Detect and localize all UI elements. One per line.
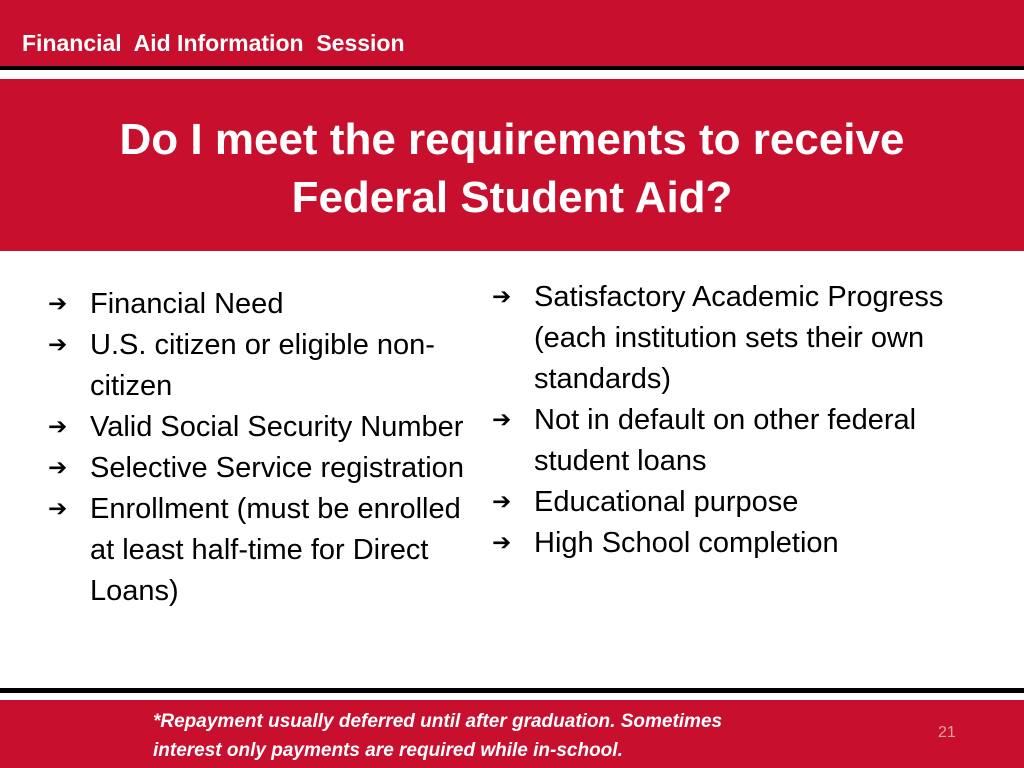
bullet-text: U.S. citizen or eligible non-citizen (90, 329, 435, 402)
right-arrow-icon: ➔ (492, 489, 512, 515)
header-divider-white (0, 70, 1024, 79)
right-arrow-icon: ➔ (48, 291, 68, 317)
footer-divider-white (0, 693, 1024, 700)
right-arrow-icon: ➔ (48, 496, 68, 522)
right-arrow-icon: ➔ (48, 332, 68, 358)
bullet-item (48, 489, 485, 612)
bullet-item (48, 448, 498, 489)
bullet-item (492, 482, 1012, 523)
bullet-item (48, 284, 498, 325)
bullet-text: Satisfactory Academic Progress (each institution sets their own standards) (534, 281, 944, 395)
right-arrow-icon: ➔ (48, 455, 68, 481)
bullet-text: Not in default on other federal student loans (534, 404, 917, 477)
right-arrow-icon: ➔ (492, 284, 512, 310)
page-number: 21 (938, 724, 956, 741)
slide-title-line-2: Federal Student Aid? (291, 173, 733, 222)
bullet-text: Educational purpose (534, 486, 799, 518)
bullet-text: Valid Social Security Number (90, 411, 464, 443)
bullet-text: Enrollment (must be enrolled at least half-time for Direct Loans) (90, 493, 461, 607)
bullet-text: Selective Service registration (90, 452, 464, 484)
bullet-item (48, 407, 498, 448)
bullet-item (48, 325, 498, 407)
bullet-text: High School completion (534, 527, 839, 559)
slide-title (0, 111, 1024, 227)
right-arrow-icon: ➔ (492, 407, 512, 433)
footnote-line-1: *Repayment usually deferred until after graduation. Sometimes (153, 711, 723, 732)
session-title: Financial Aid Information Session (22, 30, 405, 56)
requirements-left-column (48, 284, 498, 612)
right-arrow-icon: ➔ (492, 530, 512, 556)
right-arrow-icon: ➔ (48, 414, 68, 440)
bullet-text: Financial Need (90, 288, 284, 320)
bullet-item (492, 523, 1012, 564)
bullet-item (492, 400, 1004, 482)
repayment-footnote (153, 707, 853, 765)
requirements-right-column (492, 277, 1012, 564)
bullet-item (492, 277, 1004, 400)
footnote-line-2: interest only payments are required while in-school. (153, 740, 623, 761)
slide-title-line-1: Do I meet the requirements to receive (119, 115, 905, 164)
